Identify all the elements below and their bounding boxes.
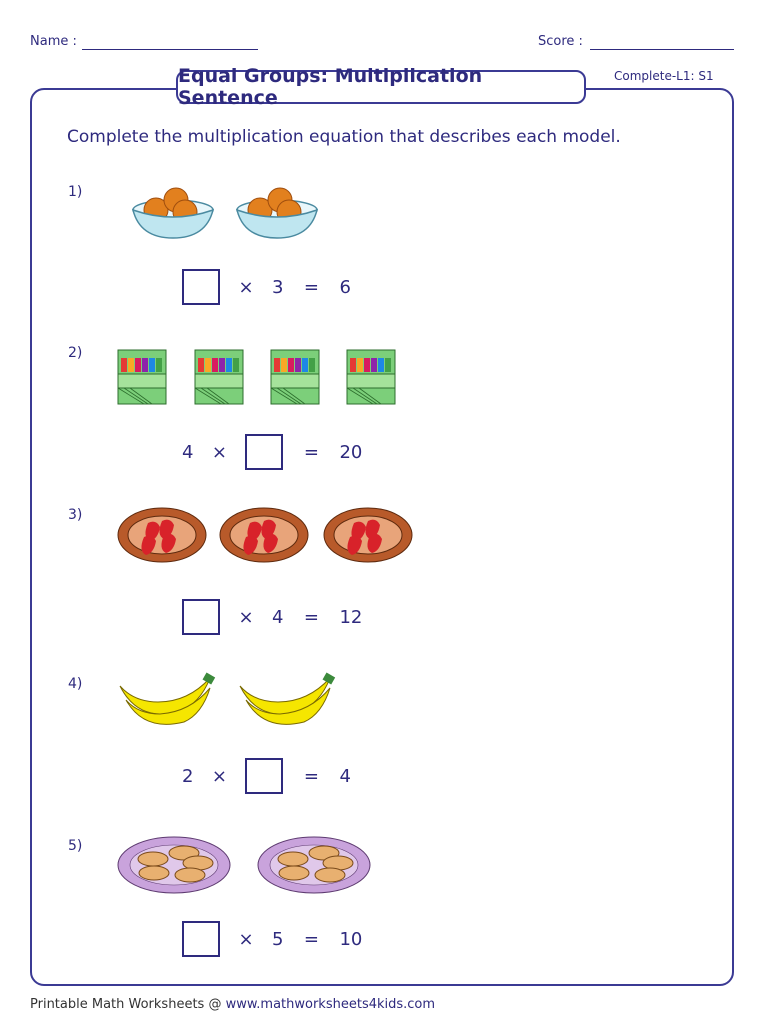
- product: 6: [339, 276, 351, 298]
- crayon-box-icon: [195, 350, 243, 404]
- basket-model-3: [118, 505, 418, 565]
- times-sign: ×: [238, 928, 254, 950]
- question-number: 2): [68, 345, 83, 361]
- answer-box[interactable]: [245, 758, 283, 794]
- factor: 5: [272, 928, 284, 950]
- question-number: 5): [68, 838, 83, 854]
- name-label: Name :: [30, 34, 77, 49]
- bowl-icon: [237, 188, 317, 238]
- question-number: 4): [68, 676, 83, 692]
- basket-icon: [324, 508, 412, 562]
- score-field[interactable]: [590, 49, 734, 50]
- product: 20: [339, 441, 363, 463]
- equation-1: [182, 269, 351, 305]
- equals-sign: =: [303, 276, 319, 298]
- equation-3: [182, 599, 362, 635]
- bowl-icon: [133, 188, 213, 238]
- factor: 4: [272, 606, 284, 628]
- basket-icon: [220, 508, 308, 562]
- banana-icon: [240, 673, 335, 725]
- equals-sign: =: [303, 441, 319, 463]
- equals-sign: =: [303, 928, 319, 950]
- cookie-plate-model-5: [118, 835, 378, 895]
- footer: [30, 997, 435, 1012]
- answer-box[interactable]: [245, 434, 283, 470]
- product: 12: [339, 606, 363, 628]
- answer-box[interactable]: [182, 599, 220, 635]
- worksheet-title: Equal Groups: Multiplication Sentence: [176, 70, 586, 104]
- factor: 4: [182, 441, 194, 463]
- instruction: Complete the multiplication equation that describes each model.: [67, 127, 621, 147]
- product: 4: [339, 765, 351, 787]
- times-sign: ×: [211, 441, 227, 463]
- score-label: Score :: [538, 34, 583, 49]
- answer-box[interactable]: [182, 269, 220, 305]
- factor: 3: [272, 276, 284, 298]
- footer-link[interactable]: www.mathworksheets4kids.com: [225, 997, 436, 1012]
- name-field[interactable]: [82, 49, 258, 50]
- equation-5: [182, 921, 362, 957]
- code-underline: [600, 88, 720, 89]
- equation-4: [182, 758, 351, 794]
- plate-icon: [258, 837, 370, 893]
- equals-sign: =: [303, 765, 319, 787]
- plate-icon: [118, 837, 230, 893]
- answer-box[interactable]: [182, 921, 220, 957]
- crayon-box-icon: [347, 350, 395, 404]
- banana-icon: [120, 673, 215, 725]
- basket-icon: [118, 508, 206, 562]
- times-sign: ×: [238, 276, 254, 298]
- worksheet-code: Complete-L1: S1: [614, 69, 714, 83]
- question-number: 1): [68, 184, 83, 200]
- times-sign: ×: [211, 765, 227, 787]
- footer-text: Printable Math Worksheets @: [30, 997, 226, 1012]
- banana-model-4: [118, 672, 338, 734]
- crayon-box-icon: [118, 350, 166, 404]
- crayon-box-model-2: [118, 350, 398, 405]
- bowl-model-1: [130, 180, 330, 250]
- product: 10: [339, 928, 363, 950]
- equation-2: [182, 434, 362, 470]
- crayon-box-icon: [271, 350, 319, 404]
- question-number: 3): [68, 507, 83, 523]
- factor: 2: [182, 765, 194, 787]
- times-sign: ×: [238, 606, 254, 628]
- equals-sign: =: [303, 606, 319, 628]
